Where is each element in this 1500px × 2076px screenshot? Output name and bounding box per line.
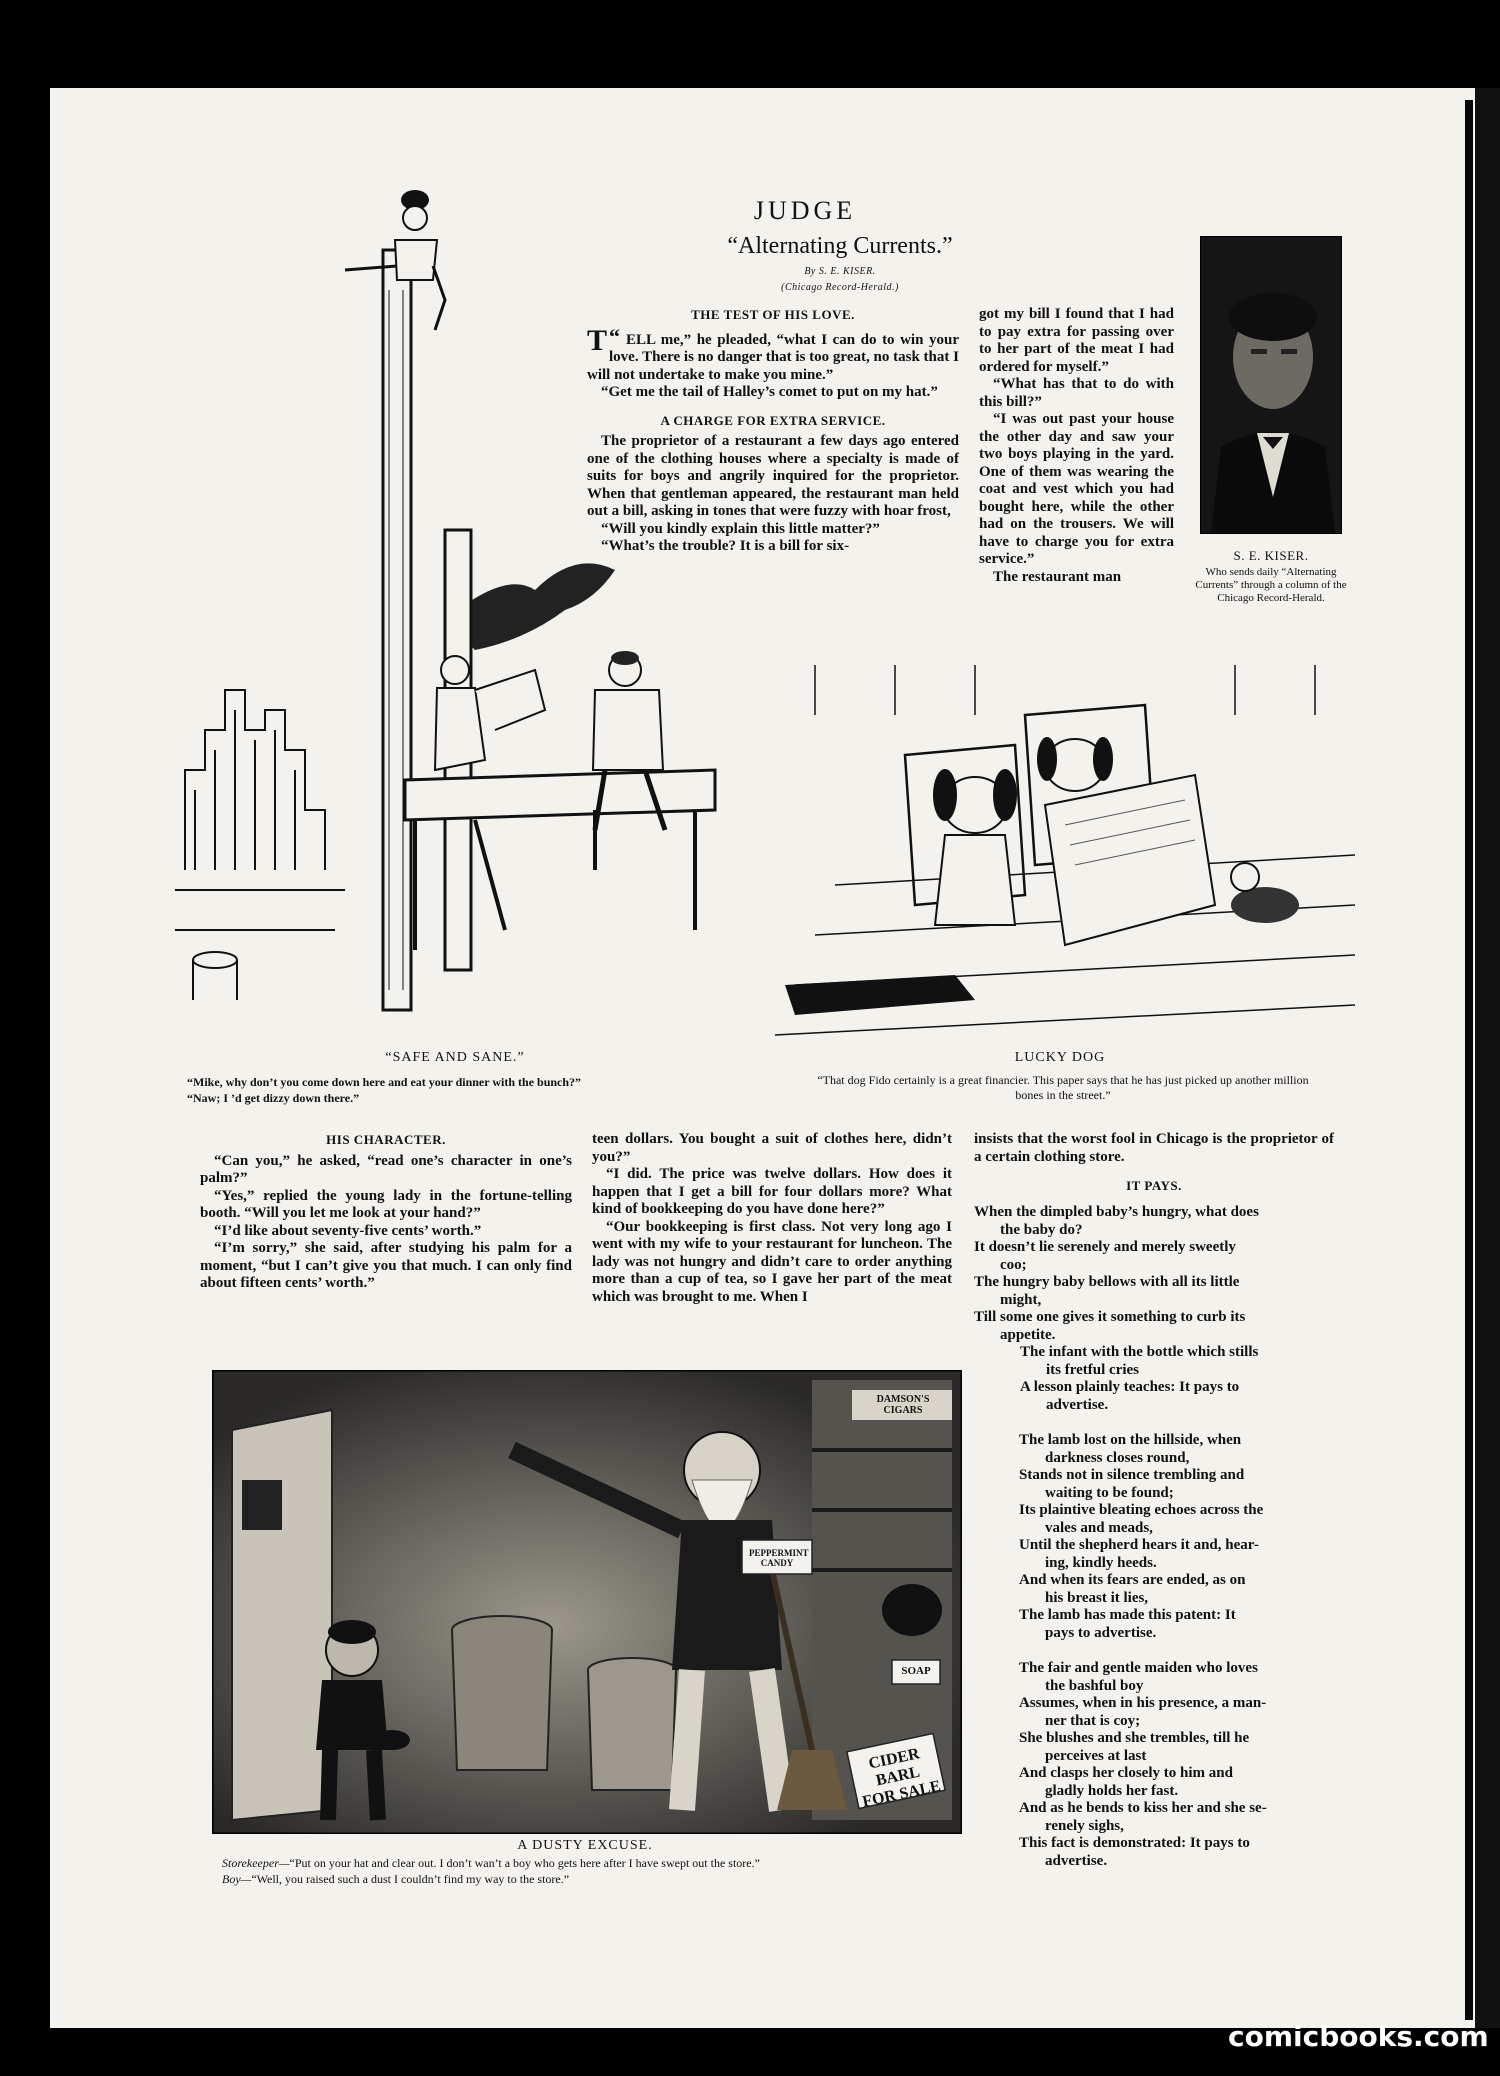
poem-line: its fretful cries — [1046, 1361, 1140, 1378]
poem-line: She blushes and she trembles, till he — [1019, 1730, 1250, 1746]
poem-stanza-2 — [974, 1432, 1334, 1642]
poem-line: waiting to be found; — [1045, 1484, 1174, 1501]
poem-line: pays to advertise. — [1045, 1624, 1157, 1641]
cartoon1-line2: “Naw; I ’d get dizzy down there.” — [187, 1091, 360, 1105]
poem-title: IT PAYS. — [1126, 1178, 1182, 1193]
masthead: JUDGE — [753, 196, 857, 225]
poem-line: This fact is demonstrated: It pays to — [1019, 1835, 1250, 1851]
poem-line: ing, kindly heeds. — [1045, 1554, 1157, 1571]
sign-soap: SOAP — [901, 1665, 931, 1677]
poem-line: A lesson plainly teaches: It pays to — [1020, 1379, 1240, 1395]
cartoon3-line1: Storekeeper—“Put on your hat and clear out. I don’t wan’t a boy who gets here after I have swept out the store.” — [222, 1856, 760, 1870]
poem-line: the baby do? — [1000, 1221, 1083, 1238]
cartoon3-line2: Boy—“Well, you raised such a dust I couldn’t find my way to the store.” — [222, 1872, 570, 1886]
sign-top-shelf: DAMSON'S CIGARS — [876, 1394, 930, 1416]
poem-line: Its plaintive bleating echoes across the — [1019, 1502, 1264, 1518]
paragraph: insists that the worst fool in Chicago is the proprietor of a certain clothing store. — [974, 1131, 1334, 1165]
paragraph: got my bill I found that I had to pay extra for passing over to her part of the meat I had ordered for myself.” — [979, 306, 1174, 375]
cartoon3-title: A DUSTY EXCUSE. — [517, 1838, 653, 1853]
paragraph: “What has that to do with this bill?” — [979, 376, 1174, 410]
poem-line: Stands not in silence trembling and — [1019, 1467, 1245, 1483]
poem-line: renely sighs, — [1045, 1817, 1124, 1834]
paragraph: “Our bookkeeping is first class. Not very long ago I went with my wife to your restaurant for luncheon. The lady was not hungry and didn’t care to order anything more than a cup of tea, so I gave her part of the meat which was brought to me. When I — [592, 1218, 952, 1305]
poem-line: darkness closes round, — [1045, 1449, 1190, 1466]
portrait-caption: Who sends daily “Alternating Currents” through a column of the Chicago Record-Herald. — [1195, 566, 1347, 604]
poem-line: coo; — [1000, 1256, 1027, 1273]
poem-line: And when its fears are ended, as on — [1019, 1572, 1246, 1588]
cartoon-lucky-dog — [775, 655, 1355, 1050]
cartoon-dusty-excuse — [212, 1370, 962, 1834]
poem-stanza-3 — [974, 1660, 1334, 1870]
page-gutter — [1475, 88, 1500, 2028]
column-4 — [592, 1131, 952, 1306]
poem-line: perceives at last — [1045, 1747, 1147, 1764]
poem-line: And clasps her closely to him and — [1019, 1765, 1233, 1781]
page-spine-shadow — [1465, 100, 1473, 2020]
paragraph: “What’s the trouble? It is a bill for six- — [601, 538, 850, 554]
site-watermark: comicbooks.com — [1228, 2020, 1489, 2053]
cartoon-safe-and-sane — [175, 170, 735, 1030]
paragraph: “I’m sorry,” she said, after studying his palm for a moment, “but I can’t give you that much. I can only find about fifteen cents’ worth.” — [200, 1240, 572, 1291]
portrait-photo — [1200, 236, 1342, 534]
poem-line: his breast it lies, — [1045, 1589, 1149, 1606]
poem-stanza-1 — [974, 1204, 1334, 1414]
poem-line: Assumes, when in his presence, a man- — [1019, 1695, 1267, 1711]
article-byline: By S. E. KISER. — [804, 266, 876, 277]
paragraph: “Will you kindly explain this little matter?” — [601, 520, 880, 537]
column-5 — [974, 1131, 1334, 1888]
poem-line: appetite. — [1000, 1326, 1056, 1343]
paragraph: “I’d like about seventy-five cents’ worth.” — [214, 1222, 482, 1239]
paragraph: teen dollars. You bought a suit of clothes here, didn’t you?” — [592, 1131, 952, 1165]
paragraph: The proprietor of a restaurant a few days ago entered one of the clothing houses where a specialty is made of suits for boys and angrily inquired for the proprietor. When that gentleman appeared, the restaurant man held out a bill, asking in tones that were fuzzy with hoar frost, — [587, 433, 959, 519]
poem-line: the bashful boy — [1045, 1677, 1144, 1694]
drop-cap: T — [587, 323, 608, 357]
section-title-extra-service: A CHARGE FOR EXTRA SERVICE. — [660, 412, 886, 428]
poem-line: It doesn’t lie serenely and merely sweetly — [974, 1239, 1236, 1255]
poem-line: The lamb lost on the hillside, when — [1019, 1432, 1242, 1448]
poem-line: The fair and gentle maiden who loves — [1019, 1660, 1258, 1676]
paragraph: “Get me the tail of Halley’s comet to put on my hat.” — [601, 384, 938, 400]
column-3 — [200, 1125, 572, 1293]
poem-line: gladly holds her fast. — [1045, 1782, 1179, 1799]
cartoon1-line1: “Mike, why don’t you come down here and eat your dinner with the bunch?” — [187, 1075, 582, 1089]
cartoon1-title: “SAFE AND SANE.” — [385, 1050, 525, 1065]
poem-line: Till some one gives it something to curb its — [974, 1309, 1246, 1325]
portrait-name: S. E. KISER. — [1233, 548, 1309, 563]
poem-line: advertise. — [1046, 1396, 1109, 1413]
column-2 — [979, 306, 1174, 586]
poem-line: And as he bends to kiss her and she se- — [1019, 1800, 1267, 1816]
cartoon2-text: “That dog Fido certainly is a great financier. This paper says that he has just picked up another million bones in the street.” — [817, 1073, 1309, 1102]
poem-line: The lamb has made this patent: It — [1019, 1607, 1236, 1623]
article-title: “Alternating Currents.” — [727, 233, 953, 259]
paragraph: “ T ELL me,” he pleaded, “what I can do to win your love. There is no danger that is too great, no task that I will not undertake to make you mine.” — [587, 323, 959, 383]
poem-line: When the dimpled baby’s hungry, what does — [974, 1204, 1259, 1220]
paragraph: “I was out past your house the other day and saw your two boys playing in the yard. One of them was wearing the coat and vest which you had bought here, while the other had on the trousers. We will have to charge you for extra service.” — [979, 411, 1174, 567]
cartoon2-title: LUCKY DOG — [1014, 1050, 1106, 1065]
poem-line: The hungry baby bellows with all its little — [974, 1274, 1240, 1290]
paragraph: “Yes,” replied the young lady in the fortune-telling booth. “Will you let me look at your hand?” — [200, 1187, 572, 1221]
sign-cider-barl: CIDER BARL FOR SALE — [860, 1745, 943, 1811]
poem-line: advertise. — [1045, 1852, 1108, 1869]
paragraph: “I did. The price was twelve dollars. How does it happen that I get a bill for four dollars more? What kind of bookkeeping do you have done here?” — [592, 1166, 952, 1217]
poem-line: vales and meads, — [1045, 1519, 1153, 1536]
paragraph: The restaurant man — [993, 568, 1122, 585]
section-title-test-of-love: THE TEST OF HIS LOVE. — [691, 307, 855, 322]
poem-line: might, — [1000, 1291, 1042, 1308]
section-title-his-character: HIS CHARACTER. — [326, 1132, 446, 1147]
paragraph: “Can you,” he asked, “read one’s character in one’s palm?” — [200, 1152, 572, 1186]
sign-peppermint-candy: PEPPERMINT CANDY — [749, 1548, 809, 1568]
poem-line: Until the shepherd hears it and, hear- — [1019, 1537, 1259, 1553]
poem-line: The infant with the bottle which stills — [1020, 1344, 1259, 1360]
poem-line: ner that is coy; — [1045, 1712, 1141, 1729]
article-source: (Chicago Record-Herald.) — [781, 282, 899, 293]
